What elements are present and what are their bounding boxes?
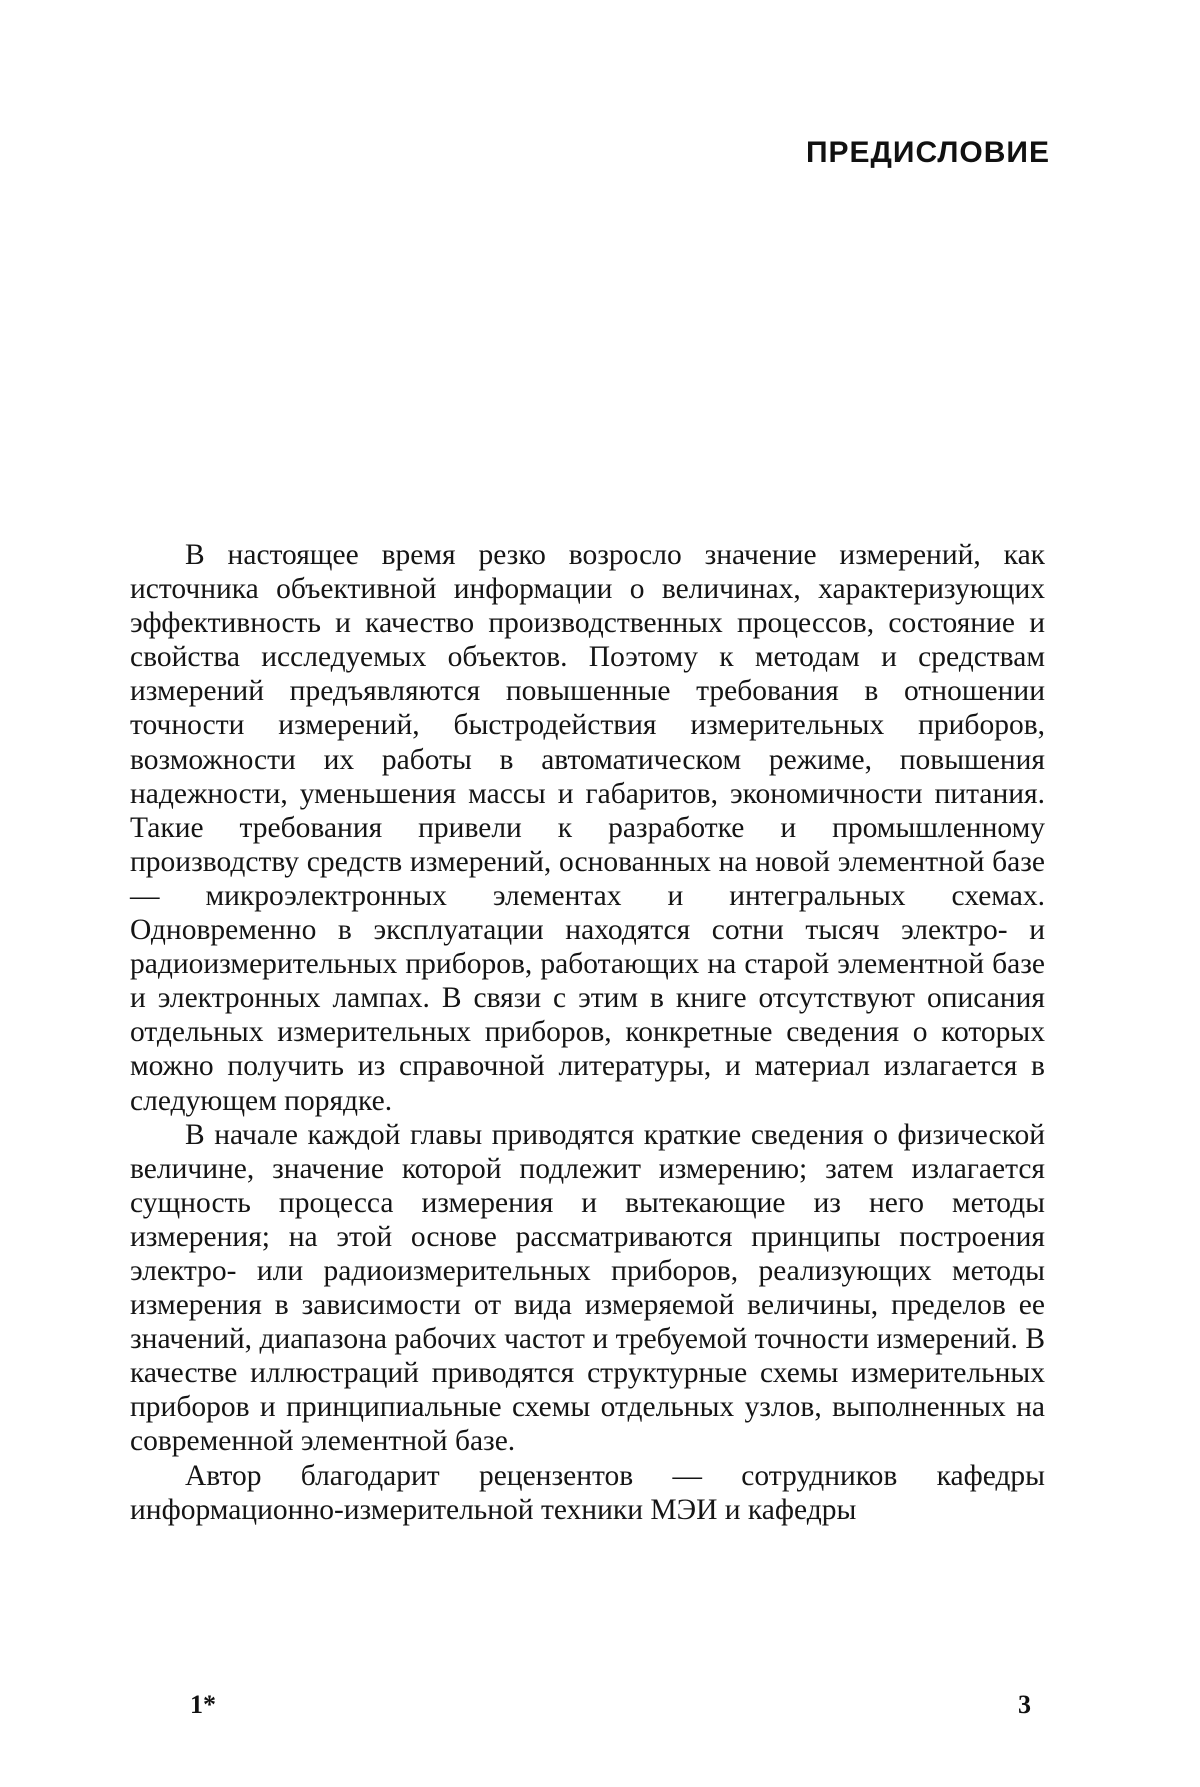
paragraph: В настоящее время резко возросло значение измерений, как источника объективной информации о величинах, характеризующих эффективность и качество производственных процессов, состояние и свойства исследуемых объектов. Поэтому к методам и средствам измерений предъявляются повышенные требования в отношении точности измерений, быстродействия измерительных приборов, возможности их работы в автоматическом режиме, повышения надежности, уменьшения массы и габаритов, экономичности питания. Такие требования привели к разработке и промышленному производству средств измерений, основанных на новой элементной базе — микроэлектронных элементах и интегральных схемах. Одновременно в эксплуатации находятся сотни тысяч электро- и радиоизмерительных приборов, работающих на старой элементной базе и электронных лампах. В связи с этим в книге отсутствуют описания отдельных измерительных приборов, конкретные сведения о которых можно получить из справочной литературы, и материал излагается в следующем порядке. (130, 538, 1045, 1118)
signature-mark: 1* (190, 1690, 216, 1720)
paragraph: В начале каждой главы приводятся краткие сведения о физической величине, значение которой подлежит измерению; затем излагается сущность процесса измерения и вытекающие из него методы измерения; на этой основе рассматриваются принципы построения электро- или радиоизмерительных приборов, реализующих методы измерения в зависимости от вида измеряемой величины, пределов ее значений, диапазона рабочих частот и требуемой точности измерений. В качестве иллюстраций приводятся структурные схемы измерительных приборов и принципиальные схемы отдельных узлов, выполненных на современной элементной базе. (130, 1118, 1045, 1459)
page-number: 3 (1018, 1690, 1031, 1720)
preface-body (130, 538, 1045, 1527)
paragraph: Автор благодарит рецензентов — сотрудников кафедры информационно-измерительной техники МЭИ и кафедры (130, 1459, 1045, 1527)
page-title: ПРЕДИСЛОВИЕ (806, 136, 1050, 170)
document-page (0, 0, 1200, 1787)
